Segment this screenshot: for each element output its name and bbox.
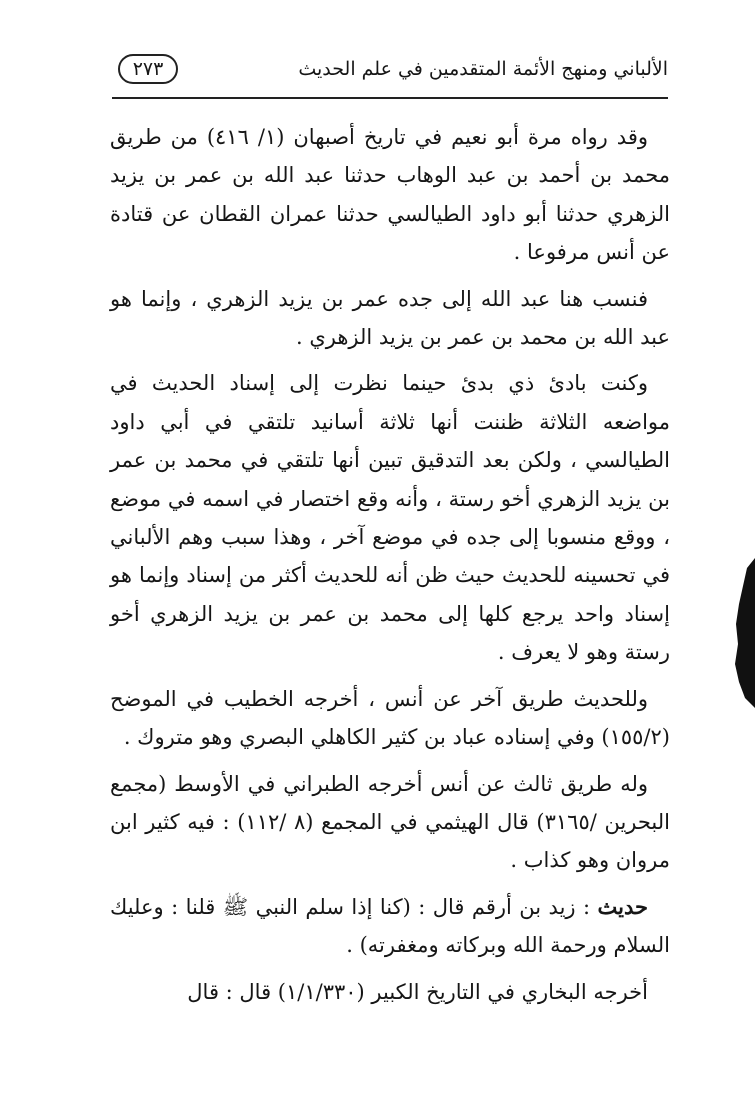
- paragraph-text: : زيد بن أرقم قال : (كنا إذا سلم النبي ﷺ قلنا : وعليك السلام ورحمة الله وبركاته ومغفرته) .: [110, 894, 670, 958]
- page-number: ٢٧٣: [132, 58, 164, 80]
- header-divider: [112, 97, 668, 99]
- page-number-badge: [118, 54, 178, 84]
- paragraph-text: وللحديث طريق آخر عن أنس ، أخرجه الخطيب في الموضح (١٥٥/٢) وفي إسناده عباد بن كثير الكاهلي البصري وهو متروك .: [110, 686, 670, 750]
- paragraph-text: فنسب هنا عبد الله إلى جده عمر بن يزيد الزهري ، وإنما هو عبد الله بن محمد بن عمر بن يزيد الزهري .: [110, 286, 670, 350]
- paragraph-text: وله طريق ثالث عن أنس أخرجه الطبراني في الأوسط (مجمع البحرين /٣١٦٥) قال الهيثمي في المجمع (٨ /١١٢) : فيه كثير ابن مروان وهو كذاب .: [110, 771, 670, 873]
- paragraph-abu-nuaym-narration: [110, 118, 670, 272]
- paragraph-text: وقد رواه مرة أبو نعيم في تاريخ أصبهان (١/ ٤١٦) من طريق محمد بن أحمد بن عبد الوهاب حدثنا عبد الله بن عمر بن يزيد الزهري حدثنا أبو داود الطيالسي حدثنا عمران القطان عن قتادة عن أنس مرفوعا .: [110, 125, 670, 265]
- body-text: [110, 118, 670, 1019]
- paragraph-isnad-analysis: [110, 364, 670, 671]
- scan-blot-shape: [735, 558, 755, 708]
- paragraph-text: وكنت بادئ ذي بدئ حينما نظرت إلى إسناد الحديث في مواضعه الثلاثة ظننت أنها ثلاثة أسانيد تلتقي في أبي داود الطيالسي ، ولكن بعد التدقيق تبين أنها تلتقي في محمد بن عمر بن يزيد الزهري أخو رستة ، وأنه وقع اختصار في اسمه في موضع ، ووقع منسوبا إلى جده في موضع آخر ، وهذا سبب وهم الألباني في تحسينه للحديث حيث ظن أنه للحديث أكثر من إسناد وإنما هو إسناد واحد يرجع كلها إلى محمد بن عمر بن يزيد الزهري أخو رستة وهو لا يعرف .: [110, 371, 671, 665]
- running-header: [112, 44, 668, 94]
- paragraph-hadith-zayd: [110, 888, 670, 965]
- scan-edge-blot: [733, 558, 755, 708]
- running-title: الألباني ومنهج الأئمة المتقدمين في علم الحديث: [298, 58, 668, 80]
- paragraph-third-route: [110, 765, 670, 880]
- paragraph-attribution-note: [110, 280, 670, 357]
- paragraph-text: أخرجه البخاري في التاريخ الكبير (١/١/٣٣٠) قال : قال: [187, 979, 648, 1004]
- paragraph-bukhari-source: [110, 973, 670, 1011]
- hadith-lead-word: حديث: [597, 893, 648, 919]
- paragraph-second-route: [110, 680, 670, 757]
